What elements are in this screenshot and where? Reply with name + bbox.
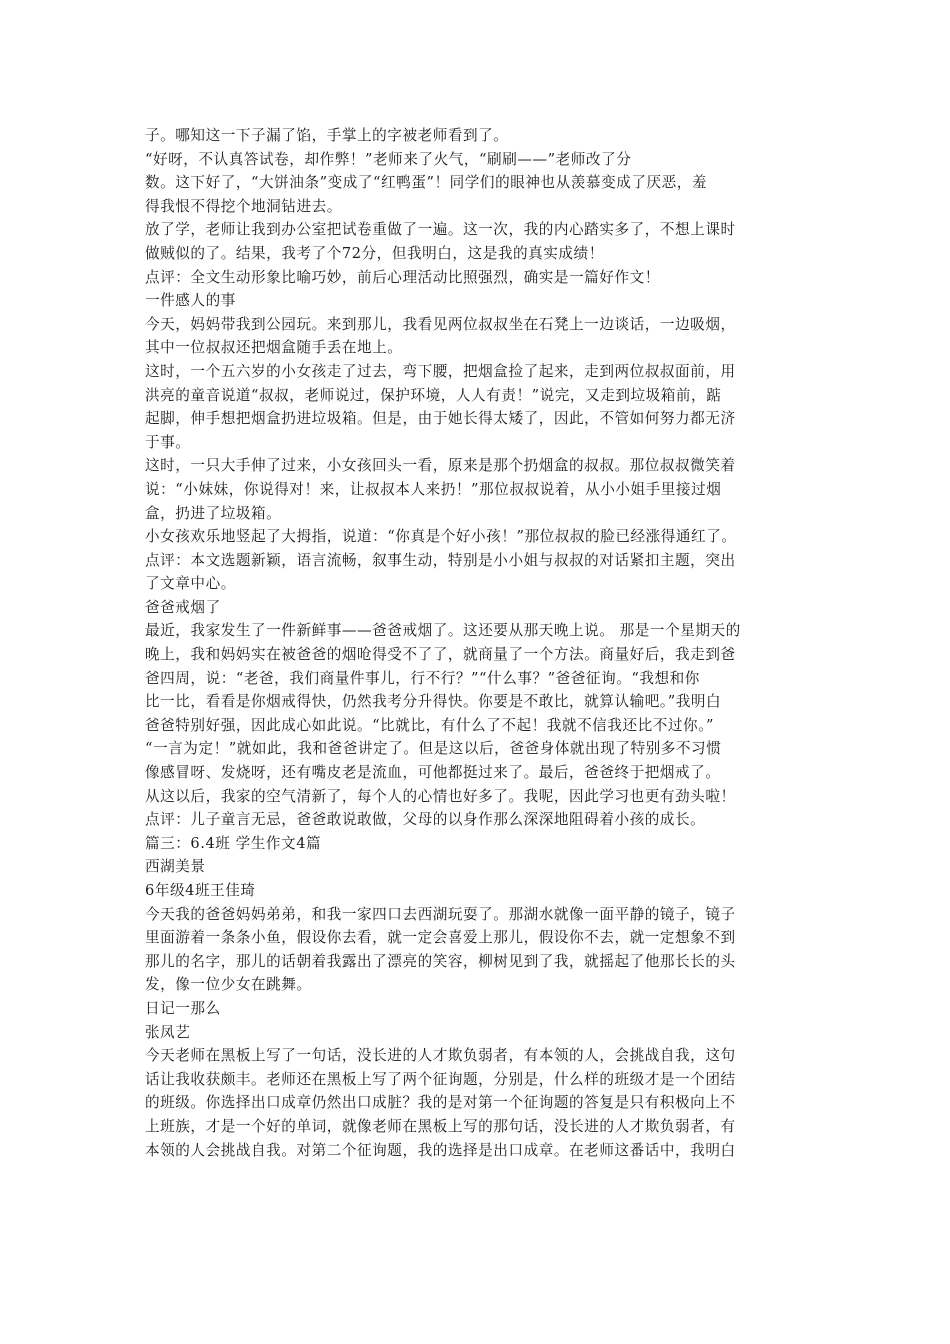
text-line: 今天老师在黑板上写了一句话，没长进的人才欺负弱者，有本领的人，会挑战自我，这句 xyxy=(145,1047,736,1065)
text-line: 发，像一位少女在跳舞。 xyxy=(145,976,312,994)
section-heading: 篇三：6.4班 学生作文4篇 xyxy=(145,834,322,852)
text-line: 这时，一只大手伸了过来，小女孩回头一看，原来是那个扔烟盒的叔叔。那位叔叔微笑着 xyxy=(145,457,736,475)
text-line: “一言为定！”就如此，我和爸爸讲定了。但是这以后，爸爸身体就出现了特别多不习惯 xyxy=(145,740,722,758)
text-line: 其中一位叔叔还把烟盒随手丢在地上。 xyxy=(145,339,403,357)
comment-line: 点评：全文生动形象比喻巧妙，前后心理活动比照强烈，确实是一篇好作文！ xyxy=(145,268,660,286)
text-line: “好呀，不认真答试卷，却作弊！”老师来了火气，“刷刷——”老师改了分 xyxy=(145,150,632,168)
comment-line: 了文章中心。 xyxy=(145,575,236,593)
essay-title: 日记一那么 xyxy=(145,999,221,1017)
text-line: 洪亮的童音说道“叔叔，老师说过，保护环境，人人有责！”说完，又走到垃圾箱前，踮 xyxy=(145,386,722,404)
text-line: 于事。 xyxy=(145,433,191,451)
text-line: 上班族，才是一个好的单词，就像老师在黑板上写的那句话，没长进的人才欺负弱者，有 xyxy=(145,1117,736,1135)
comment-line: 点评：儿子童言无忌，爸爸敢说敢做，父母的以身作那么深深地阻碍着小孩的成长。 xyxy=(145,811,706,829)
text-line: 从这以后，我家的空气清新了，每个人的心情也好多了。我呢，因此学习也更有劲头啦！ xyxy=(145,787,736,805)
text-line: 小女孩欢乐地竖起了大拇指，说道：“你真是个好小孩！”那位叔叔的脸已经涨得通红了。 xyxy=(145,528,737,546)
author-line: 6年级4班王佳琦 xyxy=(145,882,256,899)
text-line: 这时，一个五六岁的小女孩走了过去，弯下腰，把烟盒捡了起来，走到两位叔叔面前，用 xyxy=(145,362,736,380)
text-line: 放了学，老师让我到办公室把试卷重做了一遍。这一次，我的内心踏实多了，不想上课时 xyxy=(145,221,736,239)
text-line: 数。这下好了，“大饼油条”变成了“红鸭蛋”！同学们的眼神也从羡慕变成了厌恶，羞 xyxy=(145,174,708,192)
text-line: 的班级。你选择出口成章仍然出口成脏？我的是对第一个征询题的答复是只有积极向上不 xyxy=(145,1094,736,1112)
text-line: 今天，妈妈带我到公园玩。来到那儿，我看见两位叔叔坐在石凳上一边谈话，一边吸烟， xyxy=(145,315,736,333)
text-line: 里面游着一条条小鱼，假设你去看，就一定会喜爱上那儿，假设你不去，就一定想象不到 xyxy=(145,929,736,947)
text-line: 说：“小妹妹，你说得对！来，让叔叔本人来扔！”那位叔叔说着，从小小姐手里接过烟 xyxy=(145,480,722,498)
text-line: 比一比，看看是你烟戒得快，仍然我考分升得快。你要是不敢比，就算认输吧。”我明白 xyxy=(145,693,722,711)
text-line: 做贼似的了。结果，我考了个72分，但我明白，这是我的真实成绩！ xyxy=(145,244,604,262)
text-line: 本领的人会挑战自我。对第二个征询题，我的选择是出口成章。在老师这番话中，我明白 xyxy=(145,1141,736,1159)
text-line: 子。哪知这一下子漏了馅，手掌上的字被老师看到了。 xyxy=(145,127,509,144)
text-line: 爸爸特别好强，因此成心如此说。“比就比，有什么了不起！我就不信我还比不过你。” xyxy=(145,716,715,734)
document-body xyxy=(145,124,813,1162)
text-line: 晚上，我和妈妈实在被爸爸的烟呛得受不了了，就商量了一个方法。商量好后，我走到爸 xyxy=(145,646,736,664)
text-line: 那儿的名字，那儿的话朝着我露出了漂亮的笑容，柳树见到了我，就摇起了他那长长的头 xyxy=(145,952,736,970)
text-line: 像感冒呀、发烧呀，还有嘴皮老是流血，可他都挺过来了。最后，爸爸终于把烟戒了。 xyxy=(145,764,721,782)
text-line: 盒，扔进了垃圾箱。 xyxy=(145,504,282,522)
comment-line: 点评：本文选题新颖，语言流畅，叙事生动，特别是小小姐与叔叔的对话紧扣主题，突出 xyxy=(145,551,736,569)
text-line: 起脚，伸手想把烟盒扔进垃圾箱。但是，由于她长得太矮了，因此，不管如何努力都无济 xyxy=(145,410,736,428)
text-line: 得我恨不得挖个地洞钻进去。 xyxy=(145,197,342,215)
essay-title: 一件感人的事 xyxy=(145,292,236,310)
text-line: 今天我的爸爸妈妈弟弟，和我一家四口去西湖玩耍了。那湖水就像一面平静的镜子，镜子 xyxy=(145,905,736,923)
essay-title: 西湖美景 xyxy=(145,858,206,876)
essay-title: 爸爸戒烟了 xyxy=(145,598,221,616)
text-line: 爸四周，说：“老爸，我们商量件事儿，行不行？”“什么事？”爸爸征询。“我想和你 xyxy=(145,669,700,687)
text-line: 话让我收获颇丰。老师还在黑板上写了两个征询题，分别是，什么样的班级才是一个团结 xyxy=(145,1070,736,1088)
author-line: 张凤艺 xyxy=(145,1023,191,1041)
text-line: 最近，我家发生了一件新鲜事——爸爸戒烟了。这还要从那天晚上说。 那是一个星期天的 xyxy=(145,622,741,640)
